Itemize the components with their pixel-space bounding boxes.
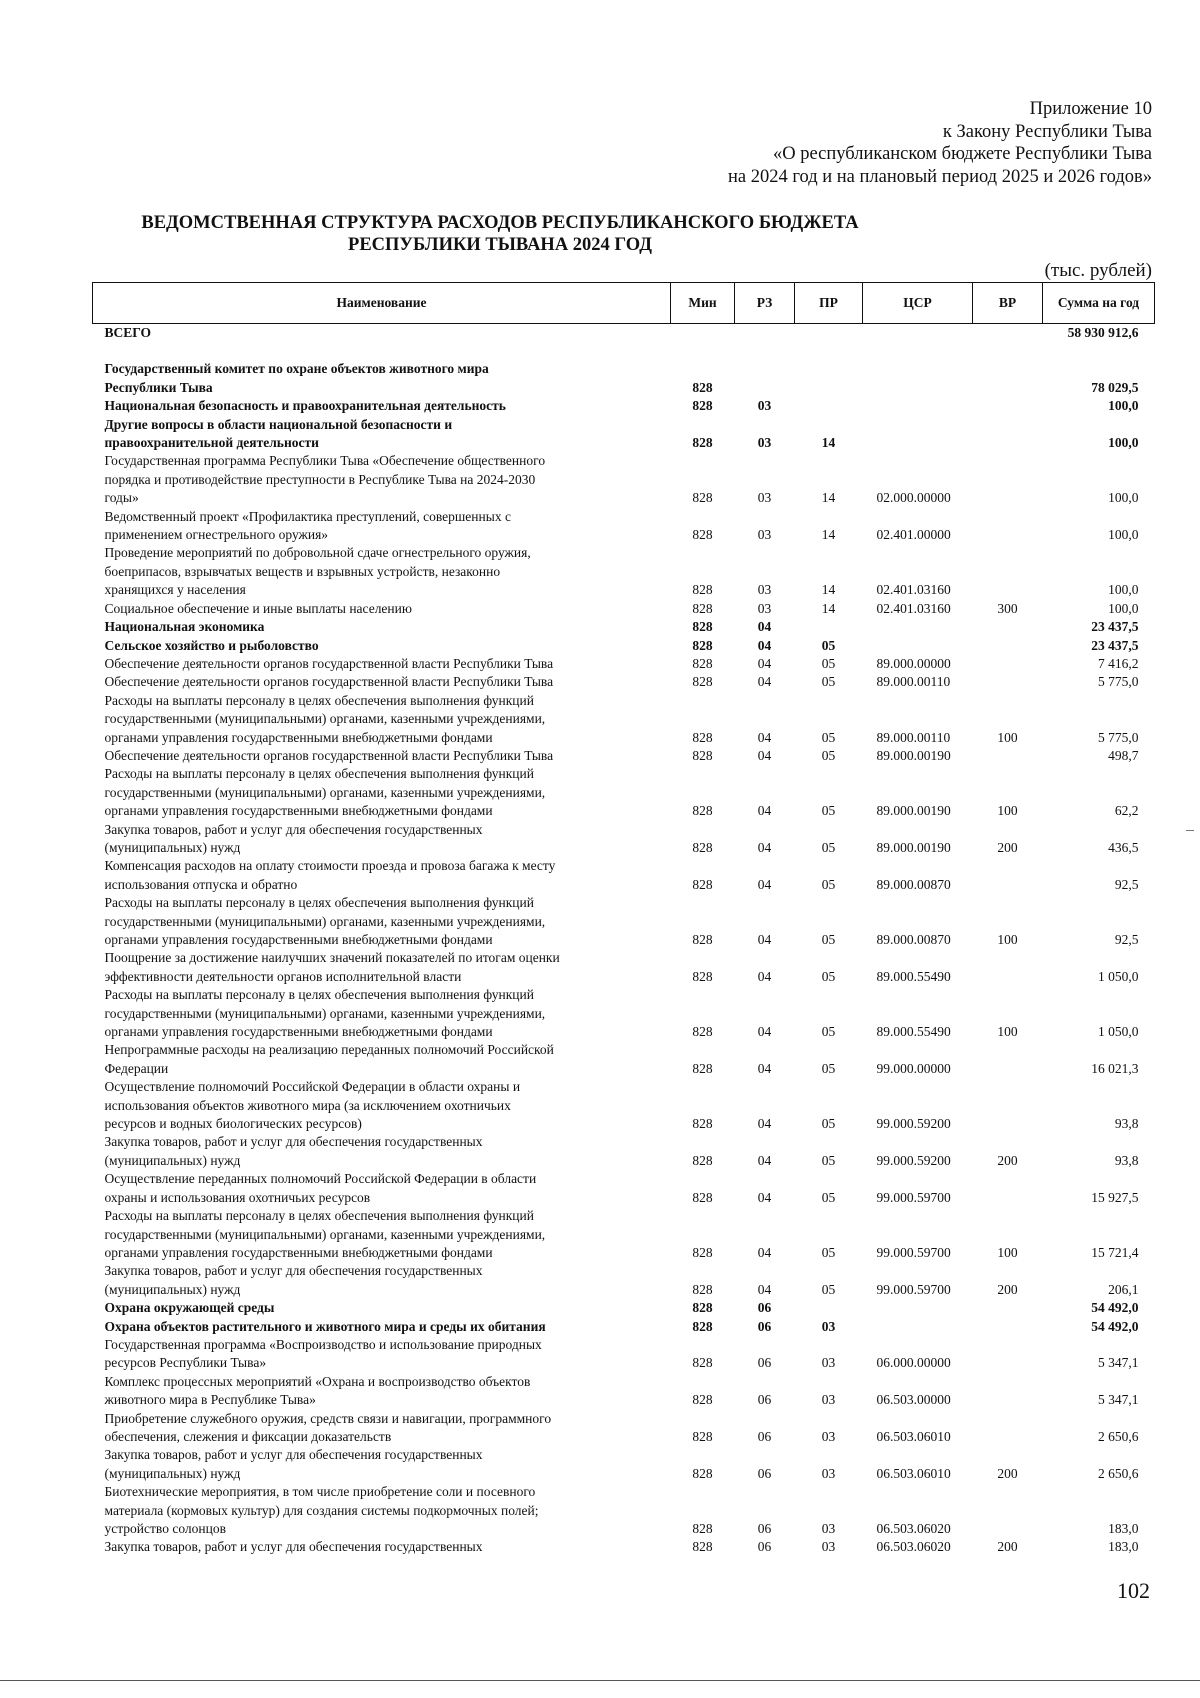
row-min: 828 — [692, 490, 713, 506]
spacer-cell — [93, 342, 1155, 360]
table-row — [93, 747, 1155, 765]
row-name: Обеспечение деятельности органов государственной власти Республики Тыва — [104, 747, 554, 763]
row-pr: 14 — [821, 582, 836, 598]
row-min: 828 — [692, 932, 713, 947]
header-min: Мин — [671, 283, 735, 324]
annex-line-2: к Закону Республики Тыва — [942, 121, 1152, 142]
row-vr — [973, 1373, 1043, 1410]
row-vr — [973, 397, 1043, 415]
table-row — [93, 397, 1155, 415]
row-name: Обеспечение деятельности органов государственной власти Республики Тыва — [104, 674, 554, 690]
row-name: Проведение мероприятий по добровольной сдаче огнестрельного оружия, боеприпасов, взрывчатых веществ и взрывных устройств, незаконно хранящихся у населения — [104, 545, 531, 598]
row-name: Расходы на выплаты персоналу в целях обеспечения выполнения функций государственными (муниципальными) органами, казенными учреждениями, органами управления государственными внебюджетными фондами — [104, 1208, 546, 1260]
row-vr — [973, 637, 1043, 655]
title-line-1: ВЕДОМСТВЕННАЯ СТРУКТУРА РАСХОДОВ РЕСПУБЛИКАНСКОГО БЮДЖЕТА — [141, 213, 859, 233]
row-sum: 100,0 — [1108, 398, 1139, 414]
table-row — [93, 692, 1155, 747]
row-pr: 03 — [821, 1521, 836, 1536]
row-rz: 03 — [757, 490, 772, 506]
table-row — [93, 1410, 1155, 1447]
spacer-row — [93, 342, 1155, 360]
row-pr: 05 — [821, 637, 836, 653]
table-row — [93, 1207, 1155, 1262]
table-row — [93, 1483, 1155, 1538]
table-row — [93, 324, 1155, 343]
row-csr: 89.000.55490 — [876, 968, 951, 984]
row-csr: 06.503.06020 — [876, 1521, 951, 1536]
row-sum: 2 650,6 — [1098, 1465, 1139, 1481]
row-pr: 03 — [821, 1428, 836, 1444]
row-pr: 05 — [821, 1281, 836, 1297]
row-vr: 200 — [997, 1539, 1018, 1555]
row-vr: 200 — [997, 1465, 1018, 1481]
table-row — [93, 894, 1155, 949]
row-min: 828 — [692, 1281, 713, 1297]
row-vr: 200 — [997, 1152, 1018, 1168]
row-vr: 100 — [997, 1244, 1018, 1260]
row-csr: 02.000.00000 — [876, 490, 951, 506]
row-min: 828 — [692, 839, 713, 855]
row-rz: 06 — [757, 1521, 772, 1536]
row-rz: 04 — [757, 968, 772, 984]
table-row — [93, 949, 1155, 986]
table-row — [93, 1170, 1155, 1207]
row-min: 828 — [692, 435, 713, 451]
row-pr: 03 — [821, 1392, 836, 1408]
row-vr: 100 — [997, 803, 1018, 819]
table-row — [93, 655, 1155, 673]
table-row — [93, 508, 1155, 545]
table-row — [93, 765, 1155, 820]
row-sum: 93,8 — [1114, 1152, 1139, 1168]
row-name: Расходы на выплаты персоналу в целях обеспечения выполнения функций государственными (муниципальными) органами, казенными учреждениями, органами управления государственными внебюджетными фондами — [104, 895, 546, 947]
row-pr: 14 — [821, 490, 836, 506]
row-rz — [735, 324, 795, 343]
row-rz: 03 — [757, 582, 772, 598]
row-vr — [973, 1041, 1043, 1078]
row-sum: 100,0 — [1108, 582, 1139, 598]
row-min: 828 — [692, 1024, 713, 1040]
row-vr — [973, 747, 1043, 765]
row-name: Расходы на выплаты персоналу в целях обеспечения выполнения функций государственными (муниципальными) органами, казенными учреждениями, органами управления государственными внебюджетными фондами — [104, 692, 546, 745]
row-vr — [973, 1410, 1043, 1447]
row-name: Закупка товаров, работ и услуг для обеспечения государственных (муниципальных) нужд — [104, 1134, 483, 1168]
table-body — [93, 324, 1155, 1557]
header-name: Наименование — [93, 283, 671, 324]
row-csr: 89.000.00190 — [876, 839, 951, 855]
row-pr — [795, 324, 863, 343]
row-min: 828 — [692, 1152, 713, 1168]
row-sum: 5 347,1 — [1098, 1355, 1139, 1371]
row-csr — [863, 324, 973, 343]
row-name: Расходы на выплаты персоналу в целях обеспечения выполнения функций государственными (муниципальными) органами, казенными учреждениями, органами управления государственными внебюджетными фондами — [104, 766, 546, 819]
table-header-row — [93, 283, 1155, 324]
row-vr — [973, 673, 1043, 691]
row-sum: 92,5 — [1114, 876, 1139, 892]
table-row — [93, 673, 1155, 691]
row-min: 828 — [692, 729, 713, 745]
row-min: 828 — [692, 968, 713, 984]
row-sum: 78 029,5 — [1091, 379, 1139, 395]
table-row — [93, 1041, 1155, 1078]
row-csr: 99.000.00000 — [876, 1060, 951, 1076]
row-sum: 206,1 — [1108, 1281, 1139, 1297]
row-pr: 03 — [821, 1465, 836, 1481]
row-min: 828 — [692, 1392, 713, 1408]
row-vr — [973, 324, 1043, 343]
row-pr: 05 — [821, 1189, 836, 1205]
row-name: Ведомственный проект «Профилактика преступлений, совершенных с применением огнестрельного оружия» — [104, 508, 511, 543]
row-pr: 05 — [821, 1116, 836, 1132]
header-vr: ВР — [973, 283, 1043, 324]
row-pr: 05 — [821, 803, 836, 819]
row-sum: 1 050,0 — [1098, 968, 1139, 984]
row-rz: 04 — [757, 1060, 772, 1076]
row-name: Осуществление переданных полномочий Российской Федерации в области охраны и использования охотничьих ресурсов — [104, 1171, 537, 1205]
row-csr: 89.000.00870 — [876, 876, 951, 892]
row-min: 828 — [692, 527, 713, 543]
header-rz: РЗ — [735, 283, 795, 324]
row-min: 828 — [692, 803, 713, 819]
row-sum: 183,0 — [1108, 1539, 1139, 1555]
row-pr: 05 — [821, 839, 836, 855]
row-name: Государственная программа Республики Тыва «Обеспечение общественного порядка и противодействие преступности в Республике Тыва на 2024-2030 годы» — [104, 453, 546, 506]
row-csr — [863, 1299, 973, 1317]
row-vr — [973, 452, 1043, 507]
row-min: 828 — [692, 1060, 713, 1076]
row-sum: 54 492,0 — [1091, 1318, 1139, 1334]
annex-header — [728, 98, 1152, 188]
row-min: 828 — [692, 674, 713, 690]
row-min: 828 — [692, 379, 713, 395]
row-min: 828 — [692, 876, 713, 892]
row-pr: 05 — [821, 747, 836, 763]
row-vr — [973, 1078, 1043, 1133]
row-name: Сельское хозяйство и рыболовство — [104, 637, 319, 653]
table-row — [93, 1373, 1155, 1410]
table-row — [93, 1078, 1155, 1133]
row-min: 828 — [692, 619, 713, 635]
row-sum: 100,0 — [1108, 490, 1139, 506]
row-sum: 5 775,0 — [1098, 674, 1139, 690]
row-pr: 14 — [821, 600, 836, 616]
row-sum: 100,0 — [1108, 600, 1139, 616]
row-vr: 200 — [997, 839, 1018, 855]
row-sum: 62,2 — [1114, 803, 1139, 819]
row-name: Закупка товаров, работ и услуг для обеспечения государственных (муниципальных) нужд — [104, 821, 483, 855]
row-pr: 05 — [821, 1060, 836, 1076]
row-min: 828 — [692, 1300, 713, 1316]
row-name: Закупка товаров, работ и услуг для обеспечения государственных (муниципальных) нужд — [104, 1447, 483, 1481]
row-csr — [863, 416, 973, 453]
row-pr: 14 — [821, 527, 836, 543]
row-name: Осуществление полномочий Российской Федерации в области охраны и использования объектов животного мира (за исключением охотничьих ресурсов и водных биологических ресурсов) — [104, 1079, 521, 1132]
row-min: 828 — [692, 1539, 713, 1555]
table-row — [93, 360, 1155, 397]
page-number: 102 — [1117, 1578, 1150, 1603]
row-rz: 04 — [757, 839, 772, 855]
row-vr — [973, 1299, 1043, 1317]
row-csr — [863, 618, 973, 636]
row-sum: 54 492,0 — [1091, 1300, 1139, 1316]
row-sum: 2 650,6 — [1098, 1428, 1139, 1444]
row-min: 828 — [692, 398, 713, 414]
budget-table-container — [92, 282, 1154, 1557]
row-csr: 89.000.00000 — [876, 655, 951, 671]
row-vr — [973, 508, 1043, 545]
row-sum: 15 927,5 — [1091, 1189, 1139, 1205]
row-sum: 100,0 — [1108, 527, 1139, 543]
budget-table — [92, 282, 1155, 1557]
row-min: 828 — [692, 1318, 713, 1334]
document-title — [140, 212, 860, 256]
row-csr: 89.000.55490 — [876, 1024, 951, 1040]
row-csr: 06.000.00000 — [876, 1355, 951, 1371]
row-rz: 04 — [757, 876, 772, 892]
table-row — [93, 1262, 1155, 1299]
row-csr: 02.401.03160 — [876, 582, 951, 598]
row-pr: 05 — [821, 655, 836, 671]
row-rz: 04 — [757, 803, 772, 819]
row-rz: 04 — [757, 1024, 772, 1040]
row-name: Непрограммные расходы на реализацию переданных полномочий Российской Федерации — [104, 1042, 554, 1076]
row-rz: 04 — [757, 932, 772, 947]
table-row — [93, 452, 1155, 507]
row-rz: 04 — [757, 1281, 772, 1297]
row-sum: 436,5 — [1108, 839, 1139, 855]
row-pr — [795, 618, 863, 636]
row-name: Комплекс процессных мероприятий «Охрана и воспроизводство объектов животного мира в Республике Тыва» — [104, 1373, 531, 1408]
row-vr: 100 — [997, 932, 1018, 947]
row-name: Закупка товаров, работ и услуг для обеспечения государственных (муниципальных) нужд — [104, 1263, 483, 1297]
row-sum: 100,0 — [1108, 435, 1139, 451]
row-csr: 99.000.59700 — [876, 1281, 951, 1297]
row-pr: 05 — [821, 1244, 836, 1260]
row-rz: 03 — [757, 600, 772, 616]
table-row — [93, 416, 1155, 453]
row-sum: 183,0 — [1108, 1521, 1139, 1536]
row-rz: 04 — [757, 1116, 772, 1132]
row-pr: 03 — [821, 1539, 836, 1555]
row-vr — [973, 1170, 1043, 1207]
row-vr: 100 — [997, 729, 1018, 745]
row-name: Другие вопросы в области национальной безопасности и правоохранительной деятельности — [104, 416, 453, 451]
row-sum: 92,5 — [1114, 932, 1139, 947]
table-row — [93, 1538, 1155, 1556]
row-csr — [863, 637, 973, 655]
row-min: 828 — [692, 600, 713, 616]
table-row — [93, 986, 1155, 1041]
row-rz: 06 — [757, 1539, 772, 1555]
table-row — [93, 618, 1155, 636]
row-name: Национальная безопасность и правоохранительная деятельность — [104, 398, 506, 414]
row-sum: 58 930 912,6 — [1067, 325, 1139, 340]
bottom-divider — [0, 1680, 1200, 1681]
row-rz: 06 — [757, 1465, 772, 1481]
row-sum: 16 021,3 — [1091, 1060, 1139, 1076]
row-name: Социальное обеспечение и иные выплаты населению — [104, 600, 412, 616]
row-rz: 04 — [757, 655, 772, 671]
row-csr — [863, 1318, 973, 1336]
table-row — [93, 637, 1155, 655]
row-rz: 06 — [757, 1392, 772, 1408]
row-min: 828 — [692, 1244, 713, 1260]
row-rz — [735, 360, 795, 397]
row-rz: 04 — [757, 1244, 772, 1260]
row-vr — [973, 1318, 1043, 1336]
row-vr: 100 — [997, 1024, 1018, 1040]
row-pr — [795, 397, 863, 415]
row-pr: 05 — [821, 932, 836, 947]
table-row — [93, 1318, 1155, 1336]
row-pr: 05 — [821, 729, 836, 745]
row-name: Поощрение за достижение наилучших значений показателей по итогам оценки эффективности деятельности органов исполнительной власти — [104, 950, 560, 984]
row-rz: 06 — [757, 1300, 772, 1316]
row-rz: 06 — [757, 1318, 772, 1334]
header-pr: ПР — [795, 283, 863, 324]
row-min: 828 — [692, 1465, 713, 1481]
row-pr: 05 — [821, 1152, 836, 1168]
row-pr: 05 — [821, 968, 836, 984]
row-sum: 15 721,4 — [1091, 1244, 1139, 1260]
row-rz: 04 — [757, 637, 772, 653]
annex-line-4: на 2024 год и на плановый период 2025 и 2026 годов» — [728, 166, 1152, 187]
table-row — [93, 544, 1155, 599]
row-name: Биотехнические мероприятия, в том числе приобретение соли и посевного материала (кормовых культур) для создания системы подкормочных полей; устройство солонцов — [104, 1484, 539, 1536]
row-csr: 99.000.59700 — [876, 1244, 951, 1260]
table-row — [93, 600, 1155, 618]
row-csr: 99.000.59200 — [876, 1152, 951, 1168]
row-name: Национальная экономика — [104, 619, 265, 635]
row-pr: 05 — [821, 1024, 836, 1040]
row-min: 828 — [692, 1189, 713, 1205]
row-vr — [973, 416, 1043, 453]
annex-line-3: «О республиканском бюджете Республики Тыва — [773, 144, 1152, 164]
row-min: 828 — [692, 1355, 713, 1371]
row-csr — [863, 397, 973, 415]
title-line-2: РЕСПУБЛИКИ ТЫВАНА 2024 ГОД — [348, 235, 652, 255]
row-vr: 200 — [997, 1281, 1018, 1297]
row-sum: 7 416,2 — [1098, 655, 1139, 671]
row-name: Охрана объектов растительного и животного мира и среды их обитания — [104, 1318, 546, 1334]
row-name: Обеспечение деятельности органов государственной власти Республики Тыва — [104, 655, 554, 671]
row-csr — [863, 360, 973, 397]
annex-line-1: Приложение 10 — [1029, 99, 1152, 119]
row-rz: 04 — [757, 1189, 772, 1205]
units-label: (тыс. рублей) — [1044, 260, 1152, 281]
row-min: 828 — [692, 582, 713, 598]
row-name: Приобретение служебного оружия, средств связи и навигации, программного обеспечения, слежения и фиксации доказательств — [104, 1410, 552, 1444]
row-sum: 23 437,5 — [1091, 637, 1139, 653]
table-row — [93, 1133, 1155, 1170]
row-vr — [973, 544, 1043, 599]
row-min — [671, 324, 735, 343]
row-csr: 99.000.59700 — [876, 1189, 951, 1205]
row-pr: 05 — [821, 674, 836, 690]
row-vr — [973, 1336, 1043, 1373]
row-min: 828 — [692, 637, 713, 653]
row-csr: 89.000.00110 — [876, 729, 951, 745]
row-min: 828 — [692, 747, 713, 763]
row-pr: 05 — [821, 876, 836, 892]
row-csr: 06.503.00000 — [876, 1392, 951, 1408]
row-name: Государственная программа «Воспроизводство и использование природных ресурсов Республики Тыва» — [104, 1336, 542, 1371]
row-min: 828 — [692, 1116, 713, 1132]
row-pr: 03 — [821, 1318, 836, 1334]
table-row — [93, 821, 1155, 858]
row-sum: 498,7 — [1108, 747, 1139, 763]
row-csr: 89.000.00190 — [876, 803, 951, 819]
row-vr: 300 — [997, 600, 1018, 616]
row-sum: 23 437,5 — [1091, 619, 1139, 635]
row-min: 828 — [692, 1521, 713, 1536]
row-csr: 06.503.06010 — [876, 1465, 951, 1481]
table-row — [93, 857, 1155, 894]
row-rz: 04 — [757, 1152, 772, 1168]
row-csr: 02.401.03160 — [876, 600, 951, 616]
row-csr: 02.401.00000 — [876, 527, 951, 543]
row-name: Закупка товаров, работ и услуг для обеспечения государственных — [104, 1539, 483, 1555]
row-rz: 04 — [757, 747, 772, 763]
row-pr — [795, 1299, 863, 1317]
row-vr — [973, 360, 1043, 397]
margin-mark — [1186, 830, 1194, 831]
row-vr — [973, 655, 1043, 673]
row-vr — [973, 857, 1043, 894]
row-csr: 06.503.06020 — [876, 1539, 951, 1555]
row-sum: 93,8 — [1114, 1116, 1139, 1132]
row-sum: 5 347,1 — [1098, 1392, 1139, 1408]
row-vr — [973, 1483, 1043, 1538]
row-vr — [973, 618, 1043, 636]
table-row — [93, 1446, 1155, 1483]
row-rz: 06 — [757, 1428, 772, 1444]
table-row — [93, 1336, 1155, 1373]
header-csr: ЦСР — [863, 283, 973, 324]
row-min: 828 — [692, 1428, 713, 1444]
row-csr: 89.000.00110 — [876, 674, 951, 690]
row-name: Компенсация расходов на оплату стоимости проезда и провоза багажа к месту использования отпуска и обратно — [104, 858, 556, 892]
row-rz: 04 — [757, 674, 772, 690]
row-pr: 14 — [821, 435, 836, 451]
row-sum: 1 050,0 — [1098, 1024, 1139, 1040]
row-csr: 89.000.00870 — [876, 932, 951, 947]
row-name: ВСЕГО — [104, 325, 152, 340]
row-csr: 06.503.06010 — [876, 1428, 951, 1444]
row-pr: 03 — [821, 1355, 836, 1371]
row-rz: 03 — [757, 398, 772, 414]
row-name: Государственный комитет по охране объектов животного мира Республики Тыва — [104, 361, 489, 395]
table-row — [93, 1299, 1155, 1317]
row-name: Расходы на выплаты персоналу в целях обеспечения выполнения функций государственными (муниципальными) органами, казенными учреждениями, органами управления государственными внебюджетными фондами — [104, 987, 546, 1040]
row-sum: 5 775,0 — [1098, 729, 1139, 745]
row-name: Охрана окружающей среды — [104, 1300, 275, 1316]
row-min: 828 — [692, 655, 713, 671]
row-vr — [973, 949, 1043, 986]
row-rz: 04 — [757, 619, 772, 635]
row-rz: 06 — [757, 1355, 772, 1371]
row-csr: 99.000.59200 — [876, 1116, 951, 1132]
header-sum: Сумма на год — [1043, 283, 1155, 324]
row-csr: 89.000.00190 — [876, 747, 951, 763]
row-pr — [795, 360, 863, 397]
row-rz: 03 — [757, 435, 772, 451]
row-rz: 04 — [757, 729, 772, 745]
row-rz: 03 — [757, 527, 772, 543]
